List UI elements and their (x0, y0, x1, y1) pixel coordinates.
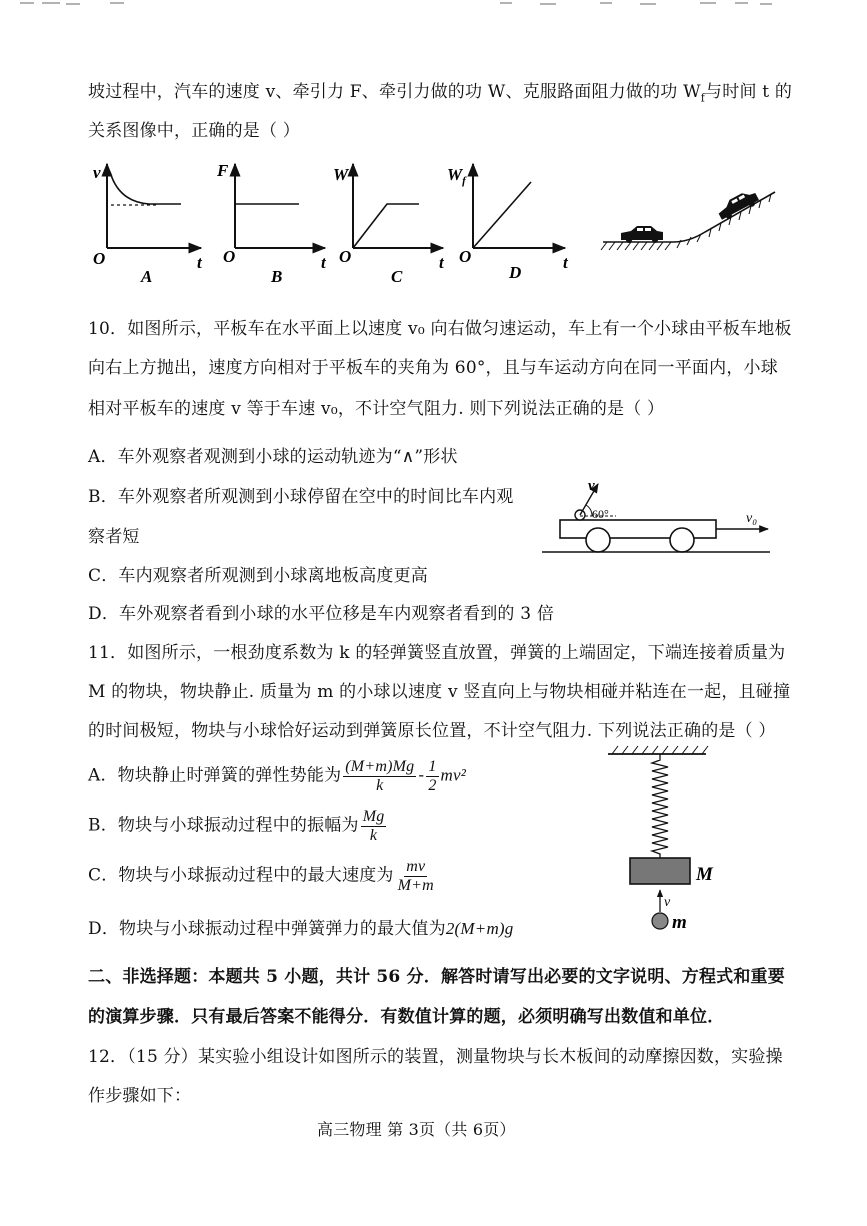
graph-a-origin: O (93, 249, 106, 268)
q11-fig-m-label: m (672, 912, 687, 933)
graph-c-option: C (391, 267, 403, 286)
graph-b-option: B (271, 267, 283, 286)
q9-text-line2: 关系图像中，正确的是（ ） (88, 121, 301, 141)
q11-option-a-fraction1: $\frac{(M+m)Mg}{k}$ (345, 758, 415, 794)
part2-instructions-line2: 的演算步骤．只有最后答案不能得分．有数值计算的题，必须明确写出数值和单位． (88, 1007, 725, 1027)
graph-d-origin: O (459, 247, 472, 266)
q10-option-b-line2: 察者短 (88, 527, 140, 547)
q11-option-c-fraction: $\frac{mv}{M+m}$ (397, 858, 434, 894)
graph-c-xlabel: t (439, 253, 444, 272)
q10-fig-angle-label: 60° (592, 507, 609, 521)
graph-d-ylabel: $W_f$ (447, 165, 466, 187)
q12-text-line2: 作步骤如下： (88, 1086, 192, 1106)
road-slope-cars-illustration (601, 188, 775, 250)
q10-option-c: C．车内观察者所观测到小球离地板高度更高 (88, 566, 429, 586)
q10-option-a: A．车外观察者观测到小球的运动轨迹为“∧”形状 (88, 447, 458, 467)
graph-a-xlabel: t (197, 253, 202, 272)
q10-fig-v0-label: v₀ (746, 511, 758, 526)
q10-cart-figure (536, 476, 776, 560)
top-edge-strip (0, 0, 867, 8)
graph-c-ylabel: W (333, 165, 349, 184)
q11-fig-v-label: v (664, 895, 671, 910)
q11-option-b: B．物块与小球振动过程中的振幅为 $\frac{Mg}{k}$ (88, 808, 385, 844)
page-footer: 高三物理 第 3页（共 6页） (317, 1120, 516, 1139)
q11-text-line3: 的时间极短，物块与小球恰好运动到弹簧原长位置，不计空气阻力. 下列说法正确的是（ ） (88, 721, 776, 741)
q9-graphs-figure (85, 158, 785, 286)
graph-b-origin: O (223, 247, 236, 266)
q10-text-line3: 相对平板车的速度 v 等于车速 v₀，不计空气阻力. 则下列说法正确的是（ ） (88, 399, 665, 419)
graph-d-xlabel: t (563, 253, 568, 272)
graph-a-option: A (141, 267, 153, 286)
q11-text-line1: 11．如图所示，一根劲度系数为 k 的轻弹簧竖直放置，弹簧的上端固定，下端连接着质量为 (88, 643, 786, 663)
q11-text-line2: M 的物块，物块静止. 质量为 m 的小球以速度 v 竖直向上与物块相碰并粘连在一起，且碰撞 (88, 682, 791, 702)
q12-text-line1: 12．（15 分）某实验小组设计如图所示的装置，测量物块与长木板间的动摩擦因数，实验操 (88, 1047, 783, 1067)
graph-d-option: D (509, 263, 522, 282)
graph-c-origin: O (339, 247, 352, 266)
graph-d (447, 164, 569, 282)
graph-c (333, 164, 445, 286)
q11-fig-M-label: M (696, 864, 713, 885)
q11-option-a-fraction2: $\frac{1}{2}$ (428, 758, 437, 794)
graph-a-ylabel: v (93, 163, 101, 182)
graph-b-xlabel: t (321, 253, 326, 272)
graph-a (93, 163, 203, 286)
q11-option-c: C．物块与小球振动过程中的最大速度为 $\frac{mv}{M+m}$ (88, 858, 434, 894)
q9-text-line1: 坡过程中，汽车的速度 v、牵引力 F、牵引力做的功 W、克服路面阻力做的功 $W_f$与时间 t 的 (88, 82, 793, 105)
q10-text-line2: 向右上方抛出，速度方向相对于平板车的夹角为 60°，且与车运动方向在同一平面内，小球 (88, 358, 778, 378)
graph-b-ylabel: F (217, 161, 229, 180)
q10-option-d: D．车外观察者看到小球的水平位移是车内观察者看到的 3 倍 (88, 604, 555, 624)
graph-b (216, 161, 327, 286)
part2-instructions-line1: 二、非选择题：本题共 5 小题，共计 56 分．解答时请写出必要的文字说明、方程式和重要 (88, 967, 785, 987)
q11-option-b-fraction: $\frac{Mg}{k}$ (362, 808, 385, 844)
q11-option-d: D．物块与小球振动过程中弹簧弹力的最大值为2(M+m)g (88, 919, 514, 939)
q10-text-line1: 10．如图所示，平板车在水平面上以速度 v₀ 向右做匀速运动，车上有一个小球由平板车地板 (88, 319, 792, 339)
q11-spring-figure (600, 740, 730, 936)
q11-option-a: A．物块静止时弹簧的弹性势能为 $\frac{(M+m)Mg}{k}$ - $\frac{1}{2}$ mv² (88, 758, 467, 794)
q10-fig-v-label: v (588, 478, 595, 494)
q10-option-b-line1: B．车外观察者所观测到小球停留在空中的时间比车内观 (88, 487, 514, 507)
